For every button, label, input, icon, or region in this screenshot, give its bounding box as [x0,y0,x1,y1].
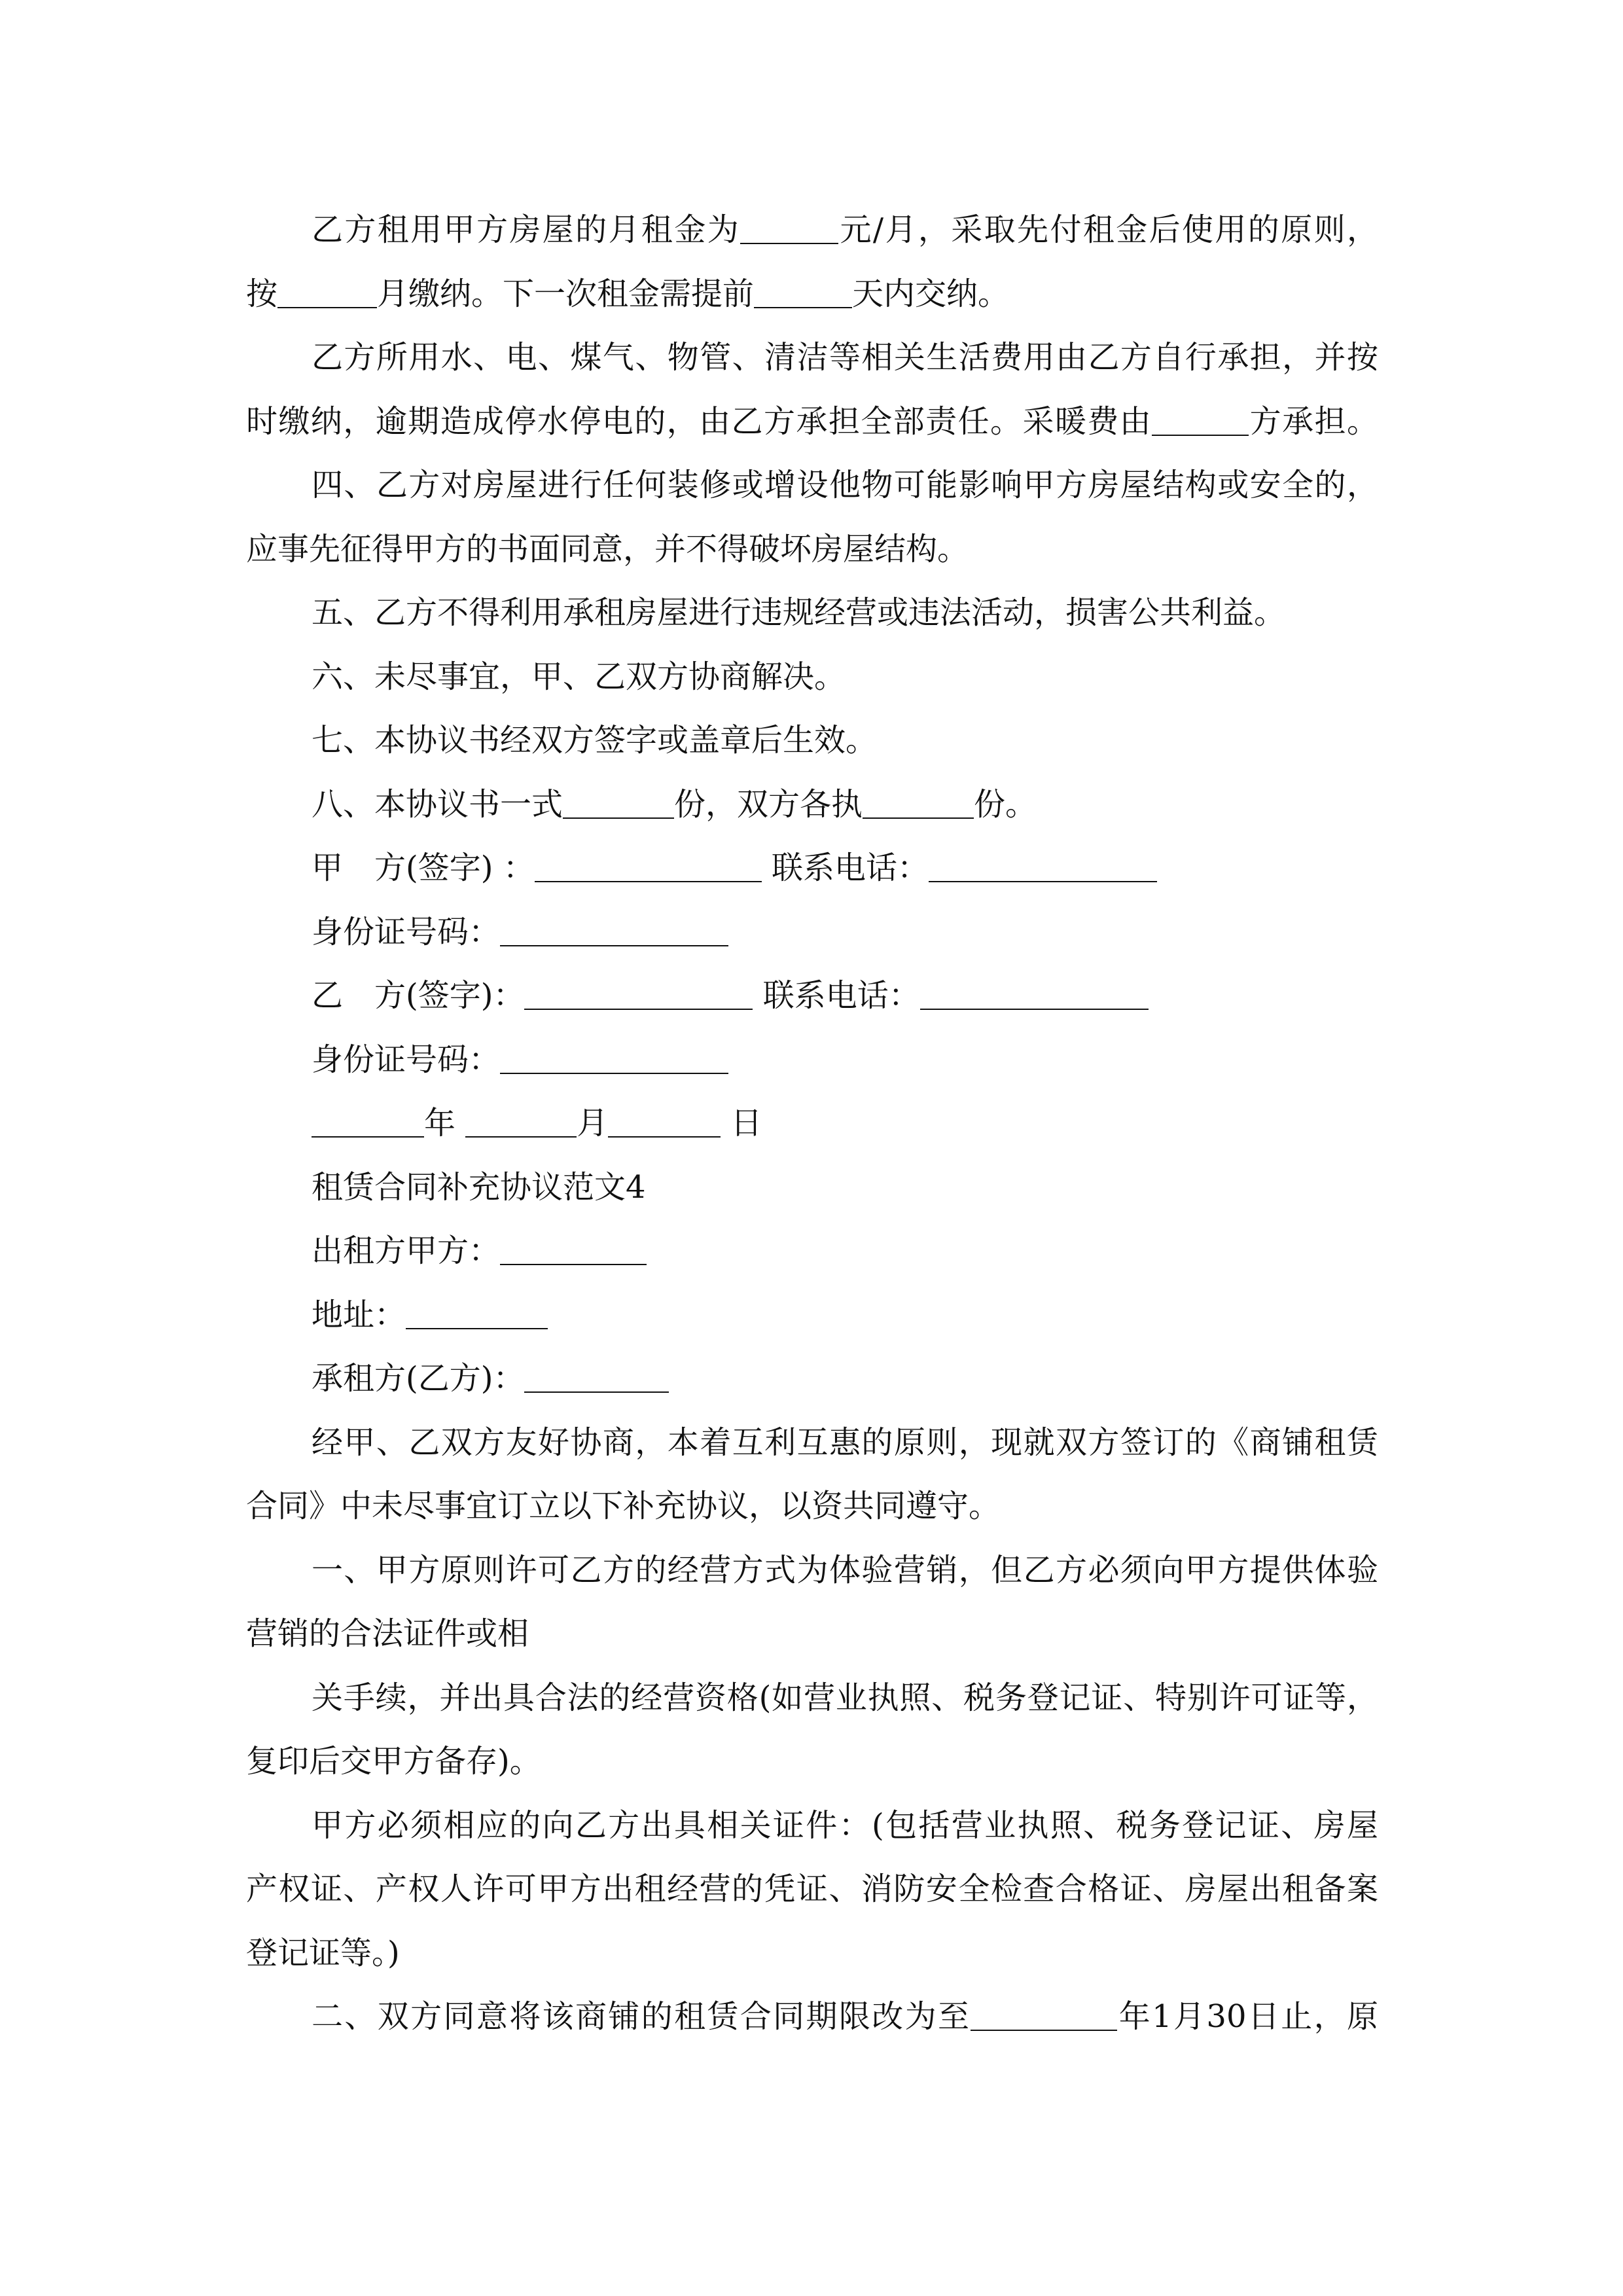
text-segment: 天内交纳。 [852,276,1010,312]
text-segment: 复印后交甲方备存)。 [246,1743,541,1780]
text-segment: 月缴纳。下一次租金需提前 [377,276,755,312]
text-segment: 四、乙方对房屋进行任何装修或增设他物可能影响甲方房屋结构或安全的， [312,467,1378,503]
fill-in-blank [563,817,674,819]
fill-in-blank [500,944,728,946]
text-segment: 乙方租用甲方房屋的月租金为 [312,211,741,248]
text-segment: 份，双方各执 [674,786,863,823]
text-line [312,1666,1378,1730]
text-segment: 应事先征得甲方的书面同意，并不得破坏房屋结构。 [246,531,969,567]
fill-in-blank [524,1008,753,1010]
fill-in-blank [971,2029,1117,2031]
text-line [312,453,1378,517]
text-segment: 经甲、乙双方友好协商，本着互利互惠的原则，现就双方签订的《商铺租赁 [312,1424,1378,1461]
text-line [312,581,1391,645]
text-segment: 产权证、产权人许可甲方出租经营的凭证、消防安全检查合格证、房屋出租备案 [246,1871,1378,1907]
text-line [312,1410,1378,1475]
text-segment: 八、本协议书一式 [312,786,563,823]
text-line [312,772,1391,836]
text-line [312,836,1391,900]
fill-in-blank [465,1136,577,1138]
text-segment: 时缴纳，逾期造成停水停电的，由乙方承担全部责任。采暖费由 [246,403,1152,440]
text-segment: 元/月，采取先付租金后使用的原则， [838,211,1378,248]
text-segment: 月 [577,1105,609,1141]
text-segment: 承租方(乙方)： [312,1360,525,1397]
text-line [312,1219,1391,1283]
fill-in-blank [500,1263,647,1265]
text-line [312,1793,1378,1857]
fill-in-blank [740,242,838,244]
text-line [246,1921,1391,1985]
text-line [246,517,1391,581]
text-line [312,1028,1391,1092]
fill-in-blank [535,880,762,882]
text-line [246,1602,1391,1666]
text-line [246,1729,1391,1793]
text-segment: 方承担。 [1249,403,1378,440]
fill-in-blank [277,306,377,308]
text-segment: 联系电话： [761,850,929,886]
fill-in-blank [1152,434,1249,436]
text-segment: 按 [246,276,278,312]
text-line [312,198,1378,262]
fill-in-blank [608,1136,721,1138]
text-segment: 营销的合法证件或相 [246,1615,529,1652]
text-segment: 年 [424,1105,466,1141]
fill-in-blank [500,1072,728,1074]
text-line [312,325,1378,389]
text-line [312,963,1391,1028]
text-segment: 乙方所用水、电、煤气、物管、清洁等相关生活费用由乙方自行承担，并按 [312,339,1378,376]
text-segment: 地址： [312,1297,406,1333]
text-segment: 联系电话： [753,977,920,1014]
text-segment: 年1月30日止，原 [1117,1998,1378,2035]
fill-in-blank [524,1391,669,1393]
fill-in-blank [863,817,974,819]
text-line [312,645,1391,709]
fill-in-blank [312,1136,424,1138]
fill-in-blank [754,306,852,308]
text-segment: 出租方甲方： [312,1232,501,1269]
text-line [312,1091,1391,1155]
text-line [246,1474,1391,1538]
text-segment: 租赁合同补充协议范文4 [312,1169,646,1206]
fill-in-blank [920,1008,1149,1010]
text-segment: 七、本协议书经双方签字或盖章后生效。 [312,722,878,759]
text-segment: 六、未尽事宜，甲、乙双方协商解决。 [312,658,846,695]
text-segment: 合同》中未尽事宜订立以下补充协议，以资共同遵守。 [246,1488,1001,1524]
text-line [246,1857,1378,1921]
text-line [312,1346,1391,1410]
text-line [312,708,1391,772]
text-line [312,1538,1378,1602]
text-segment: 份。 [974,786,1037,823]
text-segment: 日 [721,1105,762,1141]
fill-in-blank [406,1327,548,1329]
text-segment: 甲方必须相应的向乙方出具相关证件：(包括营业执照、税务登记证、房屋 [312,1807,1378,1844]
text-segment: 身份证号码： [312,1041,501,1078]
text-segment: 甲 方(签字) ： [312,850,535,886]
text-segment: 乙 方(签字)： [312,977,525,1014]
text-line [312,900,1391,964]
text-segment: 身份证号码： [312,914,501,950]
text-line [312,1984,1378,2049]
text-line [312,1283,1391,1347]
text-line [246,389,1378,454]
text-line [246,262,1391,326]
text-line [312,1155,1391,1219]
text-segment: 二、双方同意将该商铺的租赁合同期限改为至 [312,1998,971,2035]
text-segment: 五、乙方不得利用承租房屋进行违规经营或违法活动，损害公共利益。 [312,594,1286,631]
text-segment: 一、甲方原则许可乙方的经营方式为体验营销，但乙方必须向甲方提供体验 [312,1552,1378,1588]
text-segment: 关手续，并出具合法的经营资格(如营业执照、税务登记证、特别许可证等， [312,1679,1378,1716]
fill-in-blank [929,880,1157,882]
text-segment: 登记证等。) [246,1935,400,1971]
